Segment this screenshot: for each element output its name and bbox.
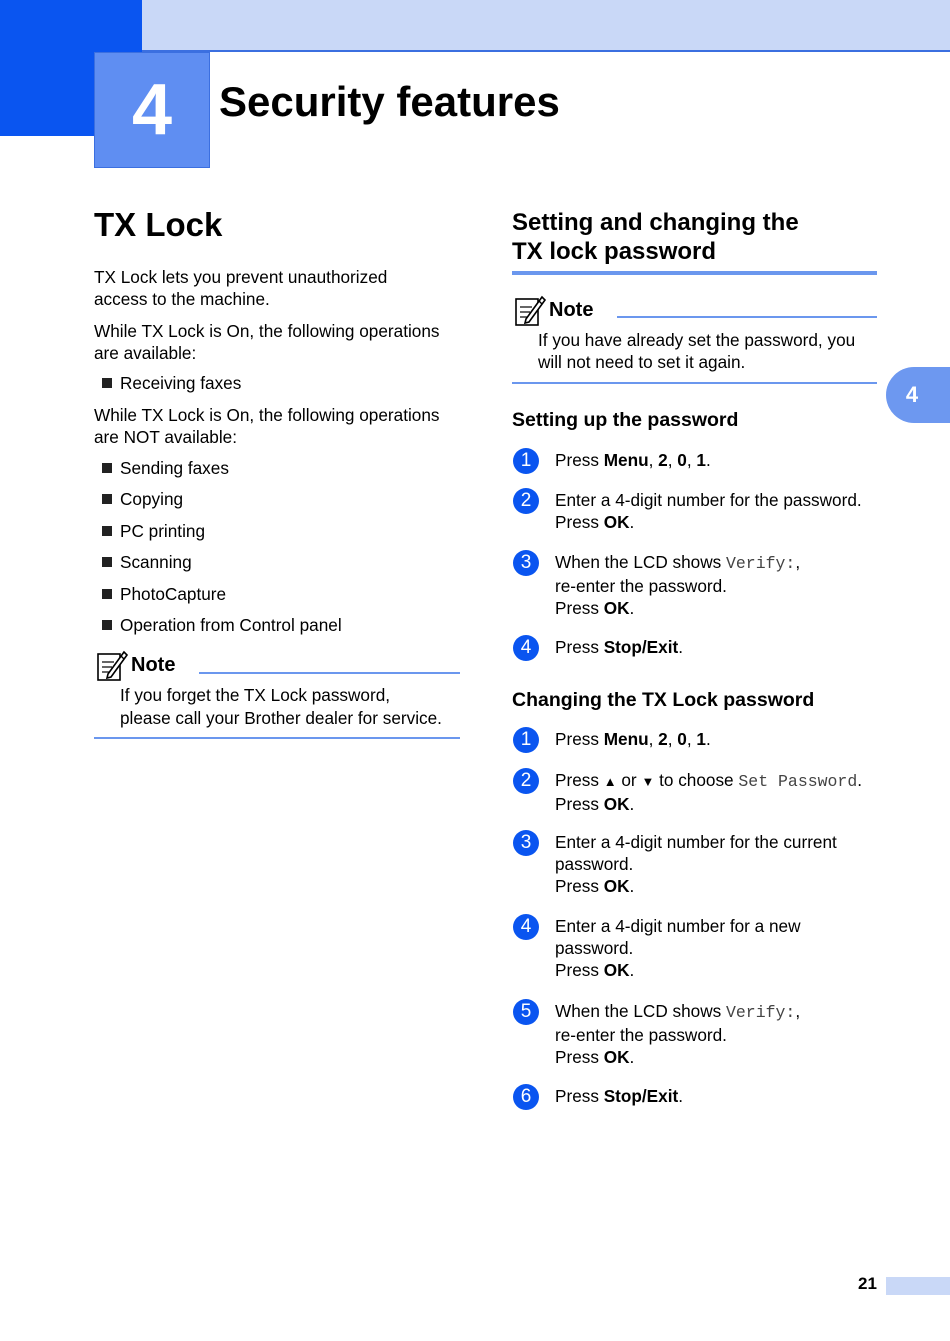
step-item [513,488,862,532]
chapter-number: 4 [131,70,173,150]
step-text: Enter a 4-digit number for the current password. Press OK. [555,832,837,896]
bullet-square-icon [102,494,112,504]
step-item [513,999,801,1067]
step-text: Enter a 4-digit number for the password. Press OK. [555,490,862,532]
step-number-badge: 3 [513,550,539,576]
not-available-intro-line2: are NOT available: [94,427,237,447]
step-number-badge: 4 [513,914,539,940]
step-text: Press Stop/Exit. [555,637,683,657]
step-number-badge: 2 [513,488,539,514]
step-item [513,914,801,980]
chapter-number-box [94,52,210,168]
chapter-side-tab[interactable] [886,367,950,423]
up-arrow-icon: ▲ [603,774,617,789]
note-rule [617,316,877,318]
note-bottom-rule [94,737,460,739]
step-item [513,635,683,661]
note-pencil-icon [514,293,546,327]
bullet-square-icon [102,620,112,630]
step-number-badge: 6 [513,1084,539,1110]
heading-line1: Setting and changing the [512,209,799,236]
subheading-changing: Changing the TX Lock password [512,689,815,711]
header-band [0,0,950,52]
list-item: Receiving faxes [102,372,241,394]
step-number-badge: 5 [513,999,539,1025]
lcd-text: Verify: [726,1003,796,1022]
side-tab-label: 4 [905,382,919,407]
step-item [513,1084,683,1110]
step-text: Press Stop/Exit. [555,1086,683,1106]
list-item: Sending faxes [102,457,229,479]
note-label: Note [549,298,594,321]
step-item [513,448,711,474]
step-number-badge: 2 [513,768,539,794]
bullet-square-icon [102,589,112,599]
step-item [513,727,711,753]
bullet-square-icon [102,463,112,473]
step-number-badge: 1 [513,448,539,474]
step-item [513,830,837,896]
list-item: Copying [102,488,183,510]
list-item: PhotoCapture [102,583,226,605]
list-item: Operation from Control panel [102,614,342,636]
note-text-line2: will not need to set it again. [538,352,746,372]
section-heading-setting [512,208,799,266]
step-item [513,550,801,618]
bullet-square-icon [102,557,112,567]
step-text: When the LCD shows Verify:, re-enter the password. Press OK. [555,1001,801,1067]
bullet-square-icon [102,378,112,388]
available-intro-line1: While TX Lock is On, the following operations [94,321,440,341]
bullet-square-icon [102,526,112,536]
note-header [514,293,593,327]
header-rule [140,50,950,52]
available-intro-line2: are available: [94,343,197,363]
section-heading-tx-lock: TX Lock [94,206,223,243]
heading-line2: TX lock password [512,238,717,265]
footer-bar [886,1277,950,1295]
step-text: Enter a 4-digit number for a new password. Press OK. [555,916,801,980]
note-text-line1: If you have already set the password, you [538,330,856,350]
page-number: 21 [858,1274,877,1293]
note-text-line1: If you forget the TX Lock password, [120,685,391,705]
step-number-badge: 1 [513,727,539,753]
note-pencil-icon [96,648,128,682]
step-number-badge: 3 [513,830,539,856]
step-text: When the LCD shows Verify:, re-enter the password. Press OK. [555,552,801,618]
heading-rule [512,271,877,275]
note-text-line2: please call your Brother dealer for service. [120,708,442,728]
step-item [513,768,863,814]
step-number-badge: 4 [513,635,539,661]
list-item: PC printing [102,520,205,542]
chapter-title: Security features [219,78,560,125]
lcd-text: Verify: [726,554,796,573]
subheading-setting-up: Setting up the password [512,409,739,431]
not-available-intro-line1: While TX Lock is On, the following operations [94,405,440,425]
note-bottom-rule [512,382,877,384]
note-label: Note [131,653,176,676]
intro-text-line1: TX Lock lets you prevent unauthorized [94,267,388,287]
note-rule [199,672,460,674]
note-header [96,648,175,682]
intro-text-line2: access to the machine. [94,289,270,309]
step-text: Press Menu, 2, 0, 1. [555,729,711,749]
down-arrow-icon: ▼ [641,774,655,789]
step-text: Press ▲ or ▼ to choose Set Password. Press OK. [555,770,863,814]
list-item: Scanning [102,551,192,573]
lcd-text: Set Password [738,772,858,791]
step-text: Press Menu, 2, 0, 1. [555,450,711,470]
